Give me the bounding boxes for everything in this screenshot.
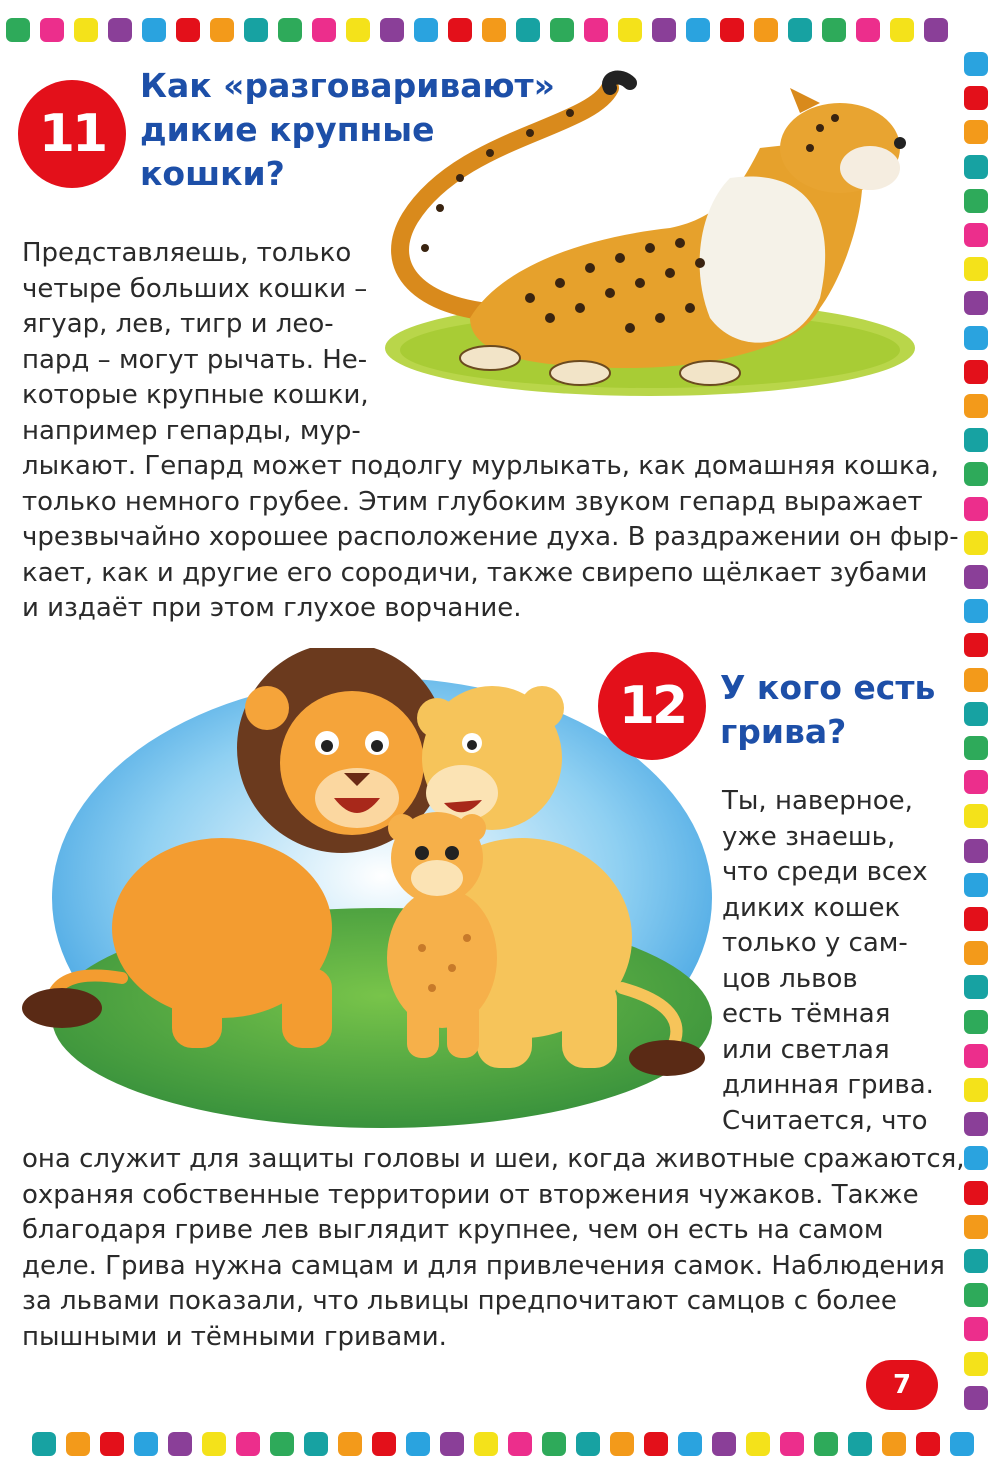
- border-square: [822, 18, 846, 42]
- section-12-title: [720, 666, 935, 754]
- border-square: [964, 736, 988, 760]
- border-square: [542, 1432, 566, 1456]
- body-line: диких кошек: [722, 892, 901, 923]
- border-square: [964, 1010, 988, 1034]
- border-square: [964, 770, 988, 794]
- body-line: только у сам-: [722, 928, 908, 958]
- border-square: [32, 1432, 56, 1456]
- border-square: [754, 18, 778, 42]
- border-square: [270, 1432, 294, 1456]
- border-square: [278, 18, 302, 42]
- body-line: которые крупные кошки,: [22, 380, 369, 410]
- border-square: [202, 1432, 226, 1456]
- border-square: [964, 975, 988, 999]
- body-line: благодаря гриве лев выглядит крупнее, чем он есть на самом: [22, 1215, 884, 1245]
- border-square: [964, 565, 988, 589]
- border-square: [176, 18, 200, 42]
- title-line: У кого есть: [720, 668, 936, 707]
- border-square: [720, 18, 744, 42]
- body-line: только немного грубее. Этим глубоким звуком гепард выражает: [22, 486, 923, 517]
- border-square: [6, 18, 30, 42]
- border-square: [964, 1352, 988, 1376]
- body-line: уже знаешь,: [722, 821, 896, 852]
- border-square: [686, 18, 710, 42]
- body-line: есть тёмная: [722, 999, 891, 1029]
- border-square: [304, 1432, 328, 1456]
- border-square: [964, 804, 988, 828]
- border-square: [964, 1283, 988, 1307]
- border-square: [414, 18, 438, 42]
- body-line: чрезвычайно хорошее расположение духа. В раздражении он фыр-: [22, 522, 959, 552]
- border-square: [964, 86, 988, 110]
- border-square: [746, 1432, 770, 1456]
- border-square: [964, 633, 988, 657]
- title-line: грива?: [720, 712, 847, 751]
- border-square: [678, 1432, 702, 1456]
- border-square: [312, 18, 336, 42]
- border-square: [964, 497, 988, 521]
- border-square: [964, 1215, 988, 1239]
- border-square: [134, 1432, 158, 1456]
- page-number-badge: [866, 1360, 938, 1410]
- border-square: [210, 18, 234, 42]
- border-square: [576, 1432, 600, 1456]
- section-11-number-badge: [18, 80, 126, 188]
- border-square: [924, 18, 948, 42]
- border-square: [964, 189, 988, 213]
- border-square: [550, 18, 574, 42]
- body-line: пышными и тёмными гривами.: [22, 1321, 447, 1352]
- border-square: [964, 360, 988, 384]
- body-line: охраняя собственные территории от вторжения чужаков. Также: [22, 1179, 919, 1210]
- border-square: [964, 1386, 988, 1410]
- border-square: [338, 1432, 362, 1456]
- section-12-body-bottom: [22, 1142, 965, 1355]
- body-line: и издаёт при этом глухое ворчание.: [22, 593, 522, 623]
- body-line: ягуар, лев, тигр и лео-: [22, 309, 334, 339]
- body-line: за львами показали, что львицы предпочитают самцов с более: [22, 1286, 897, 1316]
- border-square: [380, 18, 404, 42]
- page-number: 7: [892, 1370, 912, 1400]
- border-square: [482, 18, 506, 42]
- border-square: [964, 941, 988, 965]
- border-square: [780, 1432, 804, 1456]
- body-line: например гепарды, мур-: [22, 415, 361, 446]
- border-square: [244, 18, 268, 42]
- border-square: [618, 18, 642, 42]
- border-square: [856, 18, 880, 42]
- border-square: [108, 18, 132, 42]
- border-square: [964, 531, 988, 555]
- title-line: дикие крупные: [140, 110, 435, 149]
- border-square: [516, 18, 540, 42]
- border-square: [508, 1432, 532, 1456]
- border-square: [848, 1432, 872, 1456]
- border-square: [964, 907, 988, 931]
- border-square: [964, 668, 988, 692]
- border-square: [964, 52, 988, 76]
- border-square: [964, 599, 988, 623]
- border-square: [346, 18, 370, 42]
- border-square: [964, 394, 988, 418]
- border-square: [66, 1432, 90, 1456]
- border-square: [448, 18, 472, 42]
- border-square: [712, 1432, 736, 1456]
- section-12-number: 12: [618, 676, 686, 736]
- body-line: деле. Грива нужна самцам и для привлечения самок. Наблюдения: [22, 1250, 945, 1281]
- border-square: [890, 18, 914, 42]
- title-line: кошки?: [140, 154, 285, 193]
- border-square: [406, 1432, 430, 1456]
- border-square: [236, 1432, 260, 1456]
- border-square: [168, 1432, 192, 1456]
- body-line: пард – могут рычать. Не-: [22, 344, 368, 375]
- border-square: [964, 702, 988, 726]
- border-square: [964, 155, 988, 179]
- section-12-number-badge: [598, 652, 706, 760]
- body-line: длинная грива.: [722, 1070, 934, 1100]
- section-11-body: [22, 236, 959, 627]
- body-line: кает, как и другие его сородичи, также свирепо щёлкает зубами: [22, 557, 928, 588]
- border-square: [964, 223, 988, 247]
- border-square: [652, 18, 676, 42]
- border-square: [964, 291, 988, 315]
- section-11-number: 11: [38, 104, 106, 164]
- border-square: [964, 1078, 988, 1102]
- body-line: она служит для защиты головы и шеи, когда животные сражаются,: [22, 1144, 965, 1174]
- body-line: что среди всех: [722, 857, 928, 887]
- border-square: [964, 462, 988, 486]
- border-square: [40, 18, 64, 42]
- border-square: [644, 1432, 668, 1456]
- border-square: [964, 1044, 988, 1068]
- body-line: Считается, что: [722, 1105, 928, 1136]
- border-square: [474, 1432, 498, 1456]
- border-square: [882, 1432, 906, 1456]
- border-square: [964, 326, 988, 350]
- border-square: [964, 257, 988, 281]
- body-line: цов львов: [722, 963, 858, 994]
- border-square: [964, 873, 988, 897]
- title-line: Как «разговаривают»: [140, 66, 555, 105]
- border-square: [950, 1432, 974, 1456]
- body-line: Представляешь, только: [22, 238, 352, 268]
- body-line: четыре больших кошки –: [22, 273, 368, 304]
- border-square: [964, 1317, 988, 1341]
- border-square: [584, 18, 608, 42]
- border-square: [142, 18, 166, 42]
- body-line: Ты, наверное,: [722, 786, 913, 816]
- section-12-body-right: [722, 784, 934, 1139]
- border-square: [964, 1249, 988, 1273]
- border-square: [964, 1112, 988, 1136]
- body-line: или светлая: [722, 1034, 890, 1065]
- border-square: [964, 120, 988, 144]
- border-square: [100, 1432, 124, 1456]
- border-square: [964, 839, 988, 863]
- border-square: [372, 1432, 396, 1456]
- border-square: [440, 1432, 464, 1456]
- border-square: [964, 1146, 988, 1170]
- border-square: [74, 18, 98, 42]
- border-square: [916, 1432, 940, 1456]
- body-line: лыкают. Гепард может подолгу мурлыкать, как домашняя кошка,: [22, 451, 939, 481]
- border-square: [788, 18, 812, 42]
- border-square: [964, 428, 988, 452]
- border-square: [814, 1432, 838, 1456]
- border-square: [964, 1181, 988, 1205]
- border-square: [610, 1432, 634, 1456]
